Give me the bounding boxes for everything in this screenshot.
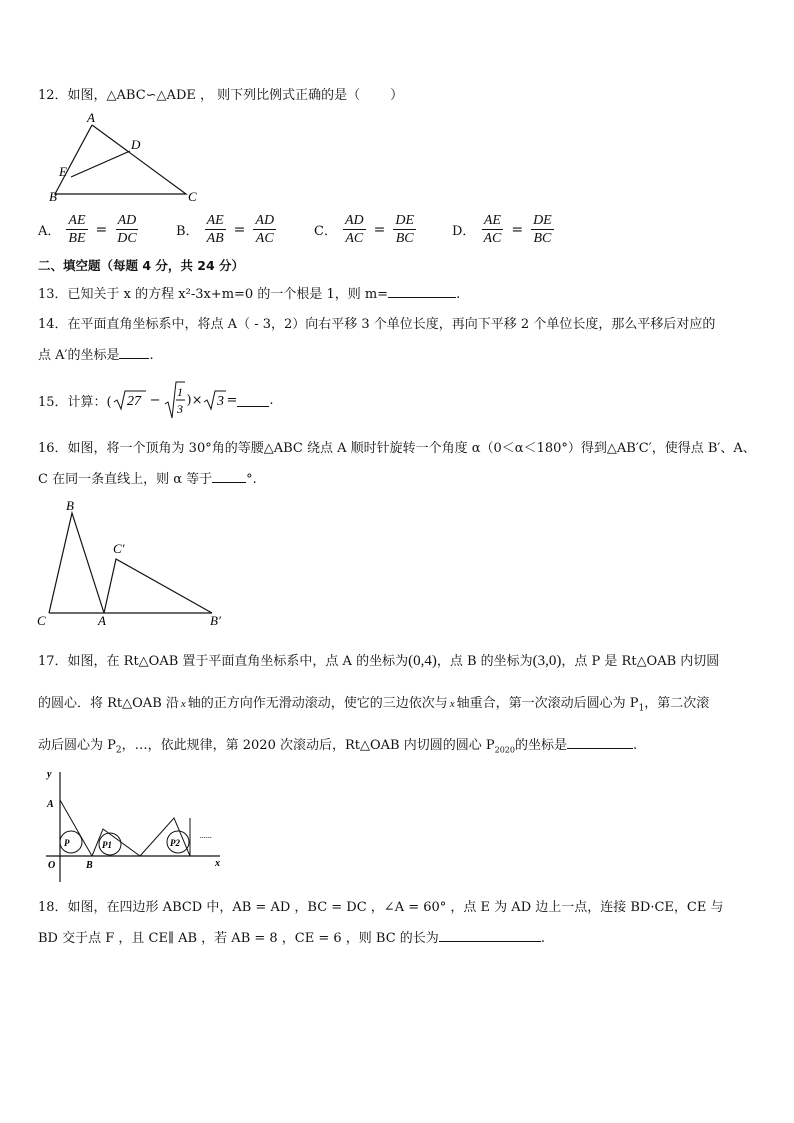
q12-equals-sign: = [95, 221, 108, 238]
q17-coord-b: (3,0) [532, 653, 562, 669]
q17-coord-a: (0,4) [408, 653, 437, 669]
q16-figure [32, 496, 232, 632]
q17-line1-text-a: 17．如图，在 Rt△OAB 置于平面直角坐标系中，点 A 的坐标为 [38, 654, 409, 669]
sqrt-fraction-sign [164, 380, 186, 420]
q12-options [38, 212, 590, 247]
sqrt-3-sign [203, 389, 227, 411]
label-p2: P2 [170, 838, 180, 848]
q12-label-e: E [59, 164, 67, 179]
q12-option-letter: D． [452, 224, 476, 239]
y-axis-label: y [47, 769, 52, 780]
q12-option-right-fraction: $\frac{DE}{BC}$ [395, 213, 415, 246]
q17-x-axis-var: x [449, 698, 455, 710]
fraction-numerator: 1 [176, 385, 183, 399]
label-p1: P1 [102, 840, 112, 850]
q18-line2-text: BD 交于点 F ，且 CE∥ AB ，若 AB = 8 ，CE = 6 ，则 BC 的长为 [38, 931, 439, 946]
label-a: A [47, 799, 54, 810]
q16-line2 [38, 468, 257, 487]
q17-line1 [38, 650, 719, 670]
q12-option-left-fraction: $\frac{AE}{AB}$ [206, 213, 224, 246]
q16-label-b-prime: B′ [210, 613, 221, 628]
q12-option-left-fraction: $\frac{AE}{AC}$ [483, 213, 502, 246]
q17-line3 [38, 734, 637, 756]
q12-label-c: C [188, 189, 197, 204]
q12-stem [38, 84, 403, 103]
q14-line2 [38, 344, 154, 363]
q12-equals-sign: = [373, 221, 386, 238]
q17-subscript: 2020 [494, 745, 515, 755]
q12-option-letter: A． [38, 224, 61, 239]
fraction-denominator: 3 [176, 402, 183, 416]
q12-option-left-fraction: $\frac{AE}{BE}$ [68, 213, 86, 246]
q16-answer-blank[interactable] [212, 470, 246, 483]
sqrt-27-radicand: 27 [126, 394, 141, 409]
q13-period: . [456, 287, 461, 302]
q16-degree-period: °. [246, 472, 257, 487]
q13-answer-blank[interactable] [388, 285, 456, 298]
q16-label-a: A [98, 613, 106, 628]
q17-subscript: 1 [638, 703, 645, 714]
q15-period: . [269, 392, 274, 408]
q12-figure [45, 108, 215, 208]
q17-line2-text-a: 的圆心．将 Rt△OAB 沿 [38, 696, 179, 711]
q12-stem-text: 12．如图，△ABC∽△ADE ， 则下列比例式正确的是（ [38, 88, 361, 103]
q12-option-b[interactable] [176, 212, 314, 247]
q14-line2-text: 点 A′的坐标是 [38, 348, 120, 363]
sqrt-27-sign [113, 389, 147, 411]
q12-option-letter: C． [314, 224, 337, 239]
q14-period: . [149, 348, 154, 363]
q12-equals-sign: = [233, 221, 246, 238]
q12-label-b: B [49, 189, 57, 204]
q12-segment-de [71, 151, 130, 177]
q15-equals: = [226, 392, 238, 408]
q16-label-b: B [66, 498, 74, 513]
q15-minus: − [149, 392, 161, 408]
q17-line2 [38, 692, 709, 714]
q15-prefix: 15．计算：( [38, 394, 112, 410]
q16-line1: 16．如图，将一个顶角为 30°角的等腰△ABC 绕点 A 顺时针旋转一个角度 α（0＜α＜180°）得到△AB′C′，使得点 B′、A、 [38, 441, 756, 456]
label-o: O [48, 860, 56, 871]
q17-period: . [632, 738, 638, 753]
label-b: B [86, 860, 93, 871]
q12-option-right-fraction: $\frac{DE}{BC}$ [533, 213, 552, 246]
q18-line1: 18．如图，在四边形 ABCD 中，AB = AD ，BC = DC ，∠A = 60° ，点 E 为 AD 边上一点，连接 BD·CE，CE 与 [38, 900, 724, 915]
q18-answer-blank[interactable] [439, 929, 541, 942]
q13 [38, 283, 460, 302]
triangle-second-roll [140, 818, 190, 856]
q17-line1-text-c: ，点 P 是 Rt△OAB 内切圆 [561, 654, 720, 669]
q17-line2-text-d: ，第二次滚 [644, 696, 710, 711]
q17-figure [40, 764, 230, 886]
q17-x-axis-var: x [180, 698, 186, 710]
q13-text: 13．已知关于 x 的方程 x²-3x+m=0 的一个根是 1，则 m= [38, 287, 389, 302]
q12-option-letter: B． [176, 224, 199, 239]
q17-subscript: 2 [115, 745, 122, 756]
q12-option-c[interactable] [314, 212, 452, 247]
q16-label-c: C [37, 613, 46, 628]
q12-label-d: D [131, 137, 141, 152]
q17-line2-text-c: 轴重合，第一次滚动后圆心为 P [456, 696, 639, 711]
q15 [38, 380, 274, 420]
q12-option-left-fraction: $\frac{AD}{AC}$ [344, 213, 364, 246]
q12-option-right-fraction: $\frac{AD}{DC}$ [117, 213, 137, 246]
q14-line1: 14．在平面直角坐标系中，将点 A（ - 3，2）向右平移 3 个单位长度，再向下平移 2 个单位长度，那么平移后对应的 [38, 317, 716, 332]
label-p: P [64, 838, 70, 848]
q17-answer-blank[interactable] [567, 736, 633, 749]
q17-line3-text-c: 的坐标是 [514, 738, 567, 753]
q18-line2 [38, 927, 545, 946]
x-axis-label: x [215, 858, 220, 869]
continuation-dots: ...... [200, 831, 212, 840]
q12-option-a[interactable] [38, 212, 176, 247]
q15-answer-blank[interactable] [237, 394, 269, 407]
q12-option-d[interactable] [452, 212, 590, 247]
q17-line1-text-b: ，点 B 的坐标为 [436, 654, 533, 669]
q12-equals-sign: = [511, 221, 524, 238]
q16-triangle-abc [49, 513, 104, 613]
q12-triangle-abc [55, 125, 186, 194]
q17-line3-text-b: ，…，依此规律，第 2020 次滚动后，Rt△OAB 内切圆的圆心 P [121, 738, 495, 753]
q12-option-right-fraction: $\frac{AD}{AC}$ [255, 213, 275, 246]
q16-triangle-ab1c1 [104, 559, 212, 613]
sqrt-3-radicand: 3 [216, 394, 224, 409]
q16-line2-text: C 在同一条直线上，则 α 等于 [38, 472, 213, 487]
q17-line2-text-b: 轴的正方向作无滑动滚动，使它的三边依次与 [187, 696, 448, 711]
q15-times: )× [186, 392, 203, 408]
q16-label-c-prime: C′ [113, 541, 125, 556]
q17-line3-text-a: 动后圆心为 P [38, 738, 116, 753]
q12-label-a: A [87, 110, 95, 125]
section-heading: 二、填空题（每题 4 分，共 24 分） [38, 258, 245, 273]
q18-period: . [540, 931, 545, 946]
q12-stem-close: ） [390, 88, 404, 103]
q14-answer-blank[interactable] [119, 346, 149, 359]
